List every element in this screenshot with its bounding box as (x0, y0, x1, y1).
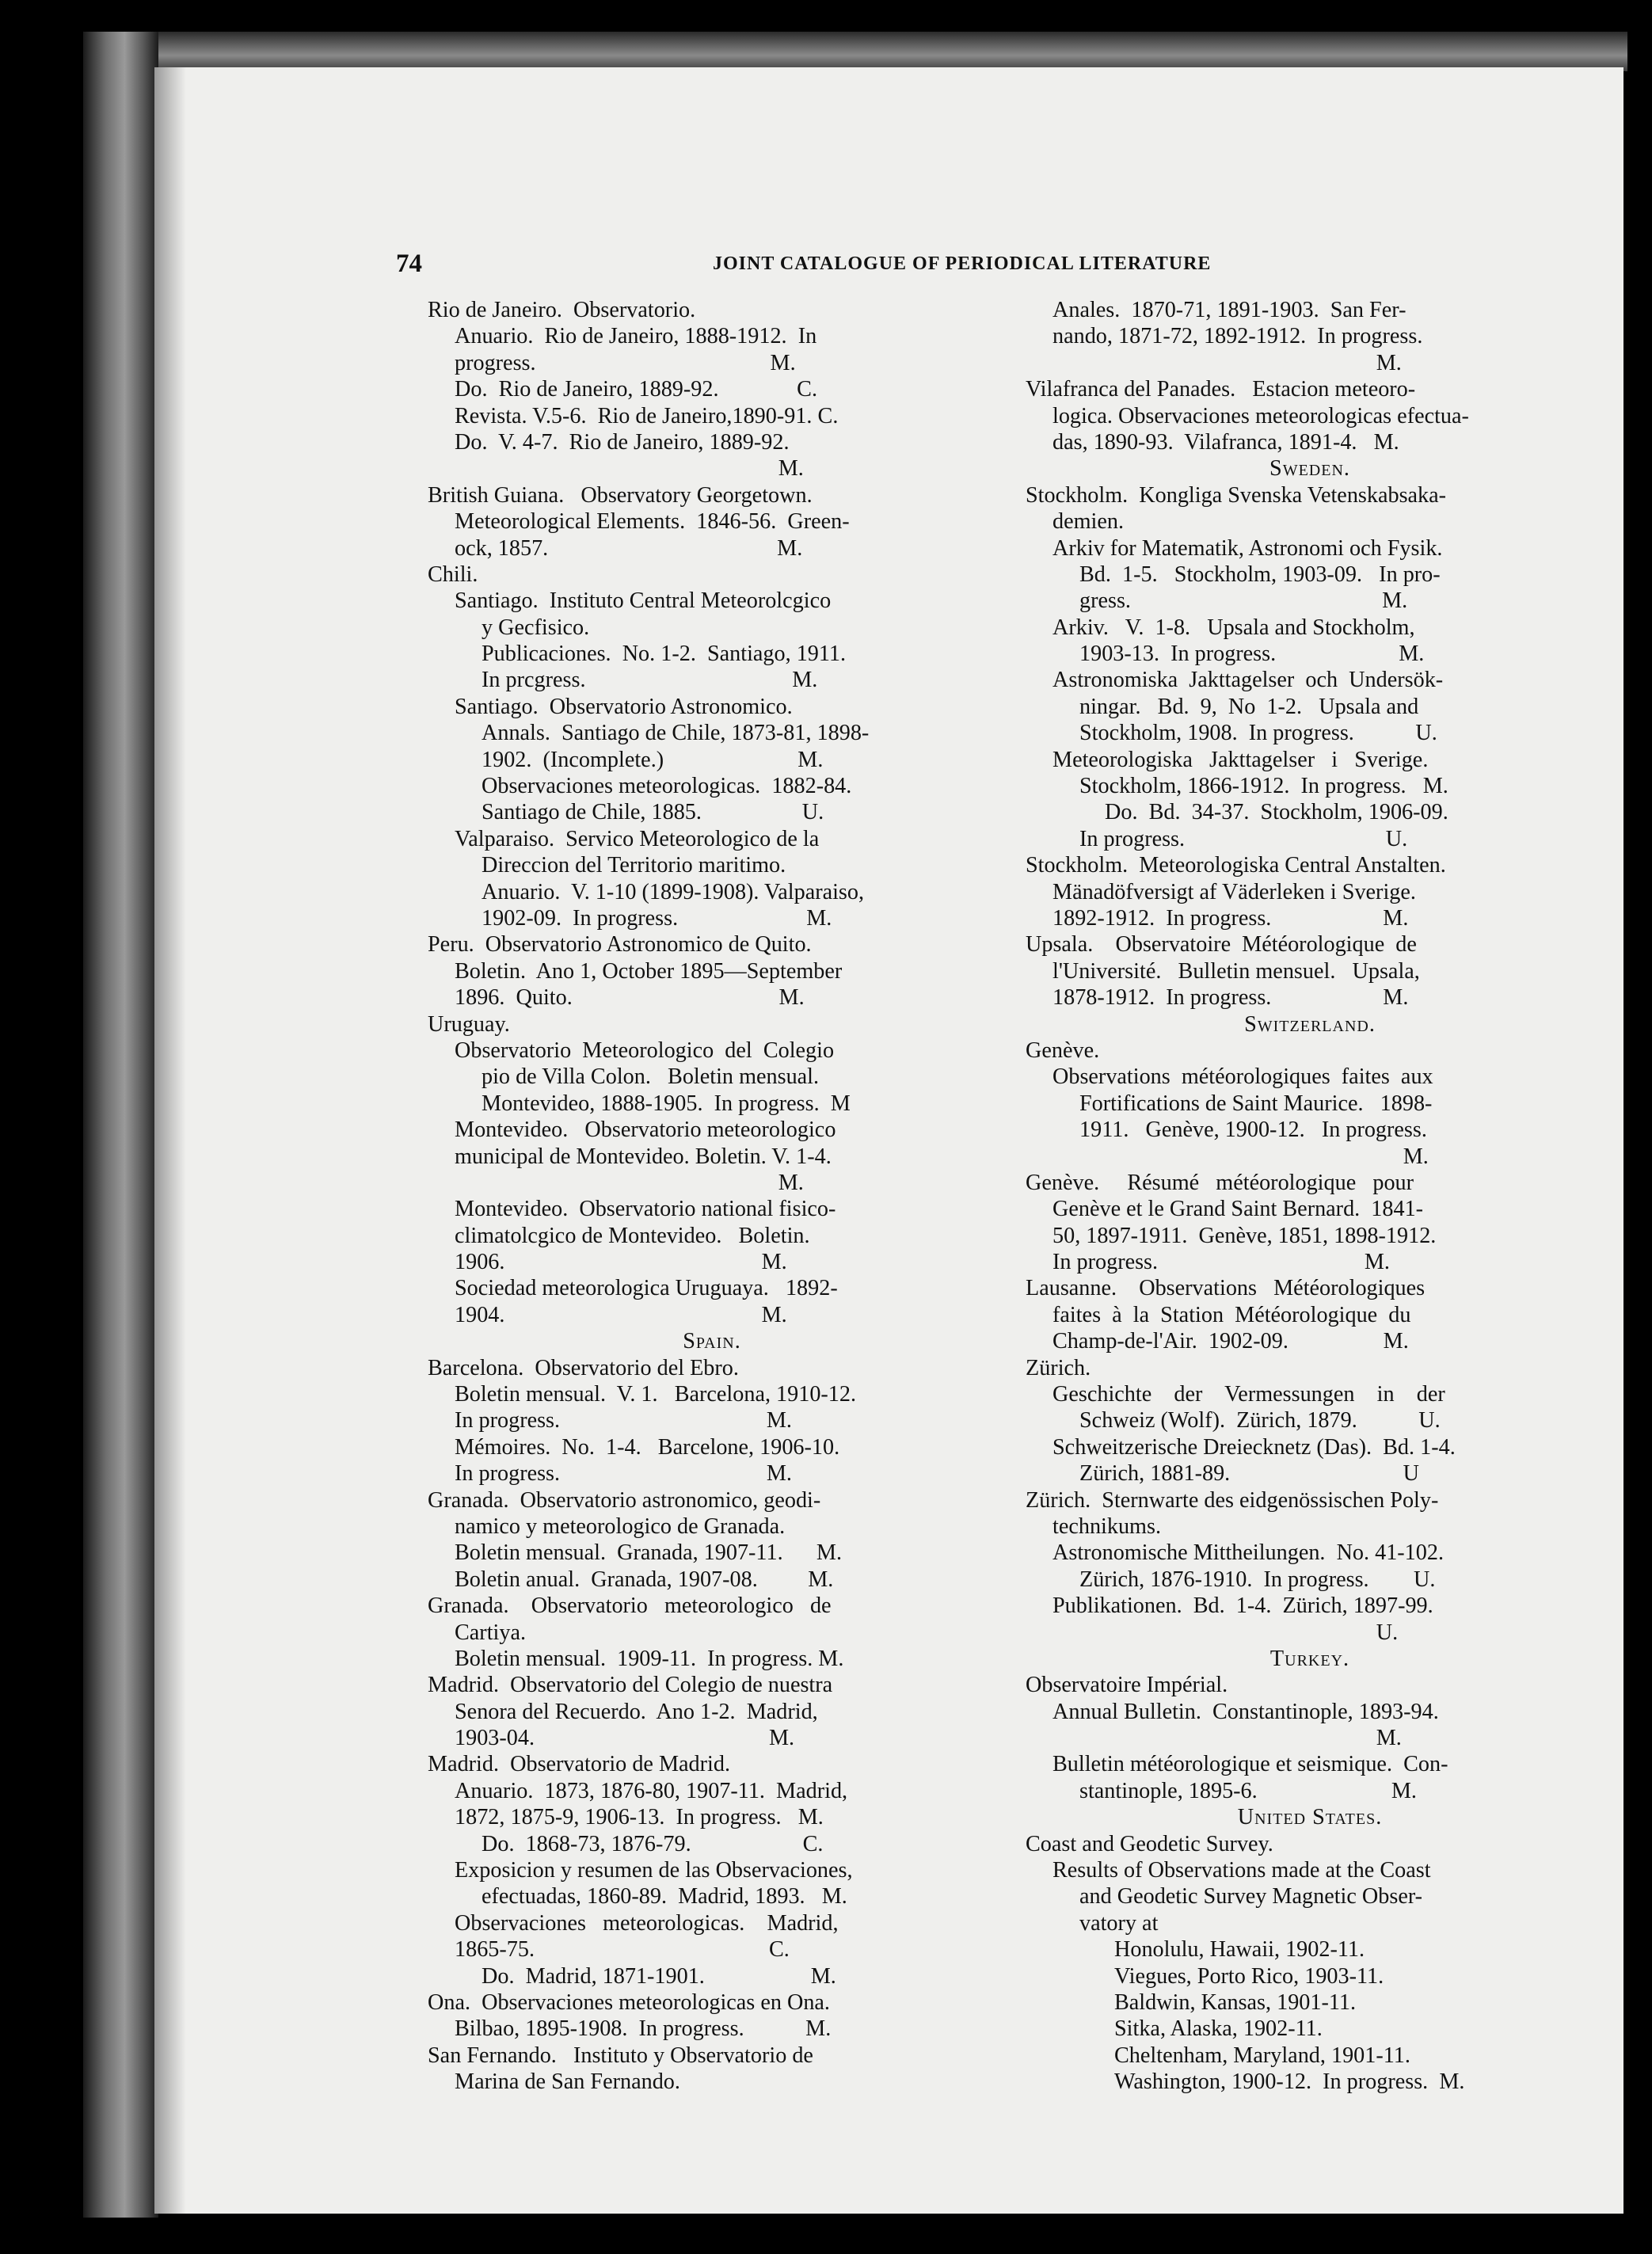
section-heading: Switzerland. (1244, 1011, 1376, 1037)
catalogue-line: Boletin anual. Granada, 1907-08. M. (455, 1567, 834, 1592)
catalogue-line: 1904. M. (455, 1302, 787, 1327)
catalogue-line: Bilbao, 1895-1908. In progress. M. (455, 2016, 832, 2042)
catalogue-line: Meteorologiska Jakttagelser i Sverige. (1052, 747, 1429, 772)
catalogue-line: M. (1052, 1726, 1402, 1751)
catalogue-line: 1878-1912. In progress. M. (1052, 985, 1409, 1011)
catalogue-line: Barcelona. Observatorio del Ebro. (428, 1355, 739, 1380)
catalogue-line: Santiago. Observatorio Astronomico. (455, 694, 793, 719)
catalogue-line: Genève. (1026, 1038, 1100, 1063)
catalogue-line: 1911. Genève, 1900-12. In progress. (1079, 1117, 1427, 1143)
catalogue-line: Sociedad meteorologica Uruguaya. 1892- (455, 1276, 838, 1301)
catalogue-line: Mémoires. No. 1-4. Barcelone, 1906-10. (455, 1434, 840, 1460)
catalogue-line: Do. 1868-73, 1876-79. C. (482, 1831, 824, 1856)
catalogue-line: Do. V. 4-7. Rio de Janeiro, 1889-92. (455, 429, 790, 455)
catalogue-line: progress. M. (455, 350, 796, 375)
catalogue-line: Observaciones meteorologicas. Madrid, (455, 1910, 839, 1936)
catalogue-line: Annals. Santiago de Chile, 1873-81, 1898- (482, 721, 870, 746)
catalogue-line: M. (1079, 1144, 1429, 1169)
catalogue-line: Boletin mensual. 1909-11. In progress. M. (455, 1646, 844, 1671)
catalogue-line: In progress. U. (1079, 826, 1408, 851)
catalogue-line: Bd. 1-5. Stockholm, 1903-09. In pro- (1079, 562, 1441, 587)
catalogue-line: and Geodetic Survey Magnetic Obser- (1079, 1884, 1423, 1909)
catalogue-line: Stockholm. Meteorologiska Central Anstalten. (1026, 853, 1446, 878)
catalogue-line: Uruguay. (428, 1011, 510, 1037)
catalogue-line: Anuario. 1873, 1876-80, 1907-11. Madrid, (455, 1778, 848, 1803)
catalogue-line: Schweiz (Wolf). Zürich, 1879. U. (1079, 1408, 1441, 1433)
catalogue-line: Observations météorologiques faites aux (1052, 1064, 1433, 1090)
book-cover-edge (83, 32, 1627, 71)
catalogue-line: Granada. Observatorio meteorologico de (428, 1593, 832, 1619)
catalogue-line: 50, 1897-1911. Genève, 1851, 1898-1912. (1052, 1223, 1437, 1248)
catalogue-line: Do. Madrid, 1871-1901. M. (482, 1963, 836, 1989)
catalogue-line: Upsala. Observatoire Météorologique de (1026, 932, 1417, 958)
catalogue-line: Results of Observations made at the Coast (1052, 1858, 1431, 1883)
section-heading: Sweden. (1269, 456, 1350, 482)
catalogue-line: pio de Villa Colon. Boletin mensual. (482, 1064, 820, 1090)
catalogue-line: Marina de San Fernando. (455, 2069, 680, 2095)
catalogue-line: namico y meteorologico de Granada. (455, 1513, 786, 1539)
catalogue-line: Do. Bd. 34-37. Stockholm, 1906-09. (1105, 800, 1448, 825)
catalogue-line: Coast and Geodetic Survey. (1026, 1831, 1273, 1856)
catalogue-line: Valparaiso. Servico Meteorologico de la (455, 826, 820, 851)
catalogue-line: Montevideo. Observatorio meteorologico (455, 1117, 836, 1143)
catalogue-line: Chili. (428, 562, 478, 587)
catalogue-line: Observaciones meteorologicas. 1882-84. (482, 774, 852, 799)
catalogue-line: Do. Rio de Janeiro, 1889-92. C. (455, 377, 818, 402)
catalogue-line: Santiago de Chile, 1885. U. (482, 800, 824, 825)
catalogue-line: British Guiana. Observatory Georgetown. (428, 482, 813, 508)
catalogue-line: Observatoire Impérial. (1026, 1673, 1228, 1698)
catalogue-line: Madrid. Observatorio del Colegio de nuestra (428, 1673, 833, 1698)
catalogue-line: Boletin. Ano 1, October 1895—September (455, 958, 843, 984)
catalogue-line: U. (1052, 1620, 1399, 1645)
catalogue-line: Ona. Observaciones meteorologicas en Ona. (428, 1990, 830, 2015)
catalogue-line: l'Université. Bulletin mensuel. Upsala, (1052, 958, 1420, 984)
catalogue-line: 1872, 1875-9, 1906-13. In progress. M. (455, 1805, 824, 1830)
catalogue-line: Zürich, 1881-89. U (1079, 1461, 1420, 1487)
catalogue-line: 1906. M. (455, 1250, 787, 1275)
book-spine (83, 32, 158, 2218)
catalogue-line: Honolulu, Hawaii, 1902-11. (1114, 1937, 1365, 1963)
catalogue-line: Astronomische Mittheilungen. No. 41-102. (1052, 1540, 1445, 1566)
catalogue-line: Arkiv for Matematik, Astronomi och Fysik. (1052, 535, 1443, 561)
catalogue-line: In progress. M. (455, 1461, 792, 1487)
catalogue-line: M. (455, 456, 804, 482)
catalogue-line: Boletin mensual. V. 1. Barcelona, 1910-12. (455, 1382, 857, 1407)
catalogue-line: 1902. (Incomplete.) M. (482, 747, 824, 772)
page-gutter-shadow (154, 67, 186, 2214)
catalogue-line: demien. (1052, 509, 1125, 535)
catalogue-line: Montevideo. Observatorio national fisico- (455, 1197, 836, 1222)
catalogue-line: In progress. M. (1052, 1250, 1390, 1275)
catalogue-line: M. (1052, 350, 1402, 375)
catalogue-line: Zürich. Sternwarte des eidgenössischen Poly- (1026, 1487, 1439, 1513)
running-title: JOINT CATALOGUE OF PERIODICAL LITERATURE (713, 253, 1212, 274)
catalogue-line: faites à la Station Météorologique du (1052, 1302, 1411, 1327)
catalogue-line: Annual Bulletin. Constantinople, 1893-94. (1052, 1699, 1439, 1724)
catalogue-line: 1902-09. In progress. M. (482, 905, 832, 931)
section-heading: Turkey. (1269, 1646, 1350, 1671)
catalogue-line: In progress. M. (455, 1408, 792, 1433)
catalogue-line: Genève. Résumé météorologique pour (1026, 1170, 1414, 1195)
catalogue-line: Rio de Janeiro. Observatorio. (428, 298, 696, 322)
catalogue-line: climatolcgico de Montevideo. Boletin. (455, 1223, 810, 1248)
catalogue-line: Bulletin météorologique et seismique. Con- (1052, 1752, 1448, 1777)
catalogue-line: Montevideo, 1888-1905. In progress. M (482, 1091, 851, 1116)
catalogue-line: technikums. (1052, 1513, 1162, 1539)
right-column (1026, 297, 1594, 2096)
catalogue-line: efectuadas, 1860-89. Madrid, 1893. M. (482, 1884, 847, 1909)
catalogue-line: Publikationen. Bd. 1-4. Zürich, 1897-99. (1052, 1593, 1433, 1619)
catalogue-line: Washington, 1900-12. In progress. M. (1114, 2069, 1465, 2095)
catalogue-line: 1903-04. M. (455, 1726, 795, 1751)
catalogue-line: Schweitzerische Dreiecknetz (Das). Bd. 1-4. (1052, 1434, 1456, 1460)
catalogue-line: Zürich. (1026, 1355, 1091, 1380)
catalogue-line: Astronomiska Jakttagelser och Undersök- (1052, 668, 1444, 693)
catalogue-line: Sitka, Alaska, 1902-11. (1114, 2016, 1323, 2042)
catalogue-line: Anales. 1870-71, 1891-1903. San Fer- (1052, 298, 1406, 322)
catalogue-line: Stockholm, 1866-1912. In progress. M. (1079, 774, 1448, 799)
catalogue-line: Viegues, Porto Rico, 1903-11. (1114, 1963, 1384, 1989)
catalogue-line: Peru. Observatorio Astronomico de Quito. (428, 932, 812, 958)
section-heading: United States. (1237, 1805, 1383, 1830)
catalogue-line: Champ-de-l'Air. 1902-09. M. (1052, 1329, 1409, 1354)
catalogue-line: Anuario. V. 1-10 (1899-1908). Valparaiso, (482, 879, 865, 904)
catalogue-line: Santiago. Instituto Central Meteorolcgico (455, 588, 832, 614)
catalogue-line: Cartiya. (455, 1620, 527, 1645)
catalogue-line: Cheltenham, Maryland, 1901-11. (1114, 2043, 1410, 2068)
catalogue-line: ningar. Bd. 9, No 1-2. Upsala and (1079, 694, 1419, 719)
catalogue-line: logica. Observaciones meteorologicas efectua- (1052, 403, 1469, 428)
catalogue-line: nando, 1871-72, 1892-1912. In progress. (1052, 324, 1423, 349)
catalogue-line: Senora del Recuerdo. Ano 1-2. Madrid, (455, 1699, 818, 1724)
catalogue-line: stantinople, 1895-6. M. (1079, 1778, 1417, 1803)
catalogue-line: Geschichte der Vermessungen in der (1052, 1382, 1445, 1407)
catalogue-line: Vilafranca del Panades. Estacion meteoro- (1026, 377, 1416, 402)
catalogue-line: Baldwin, Kansas, 1901-11. (1114, 1990, 1357, 2015)
catalogue-line: Genève et le Grand Saint Bernard. 1841- (1052, 1197, 1424, 1222)
catalogue-line: In prcgress. M. (482, 668, 818, 693)
catalogue-line: gress. M. (1079, 588, 1408, 614)
catalogue-line: municipal de Montevideo. Boletin. V. 1-4. (455, 1144, 832, 1169)
catalogue-line: Revista. V.5-6. Rio de Janeiro,1890-91. C. (455, 403, 839, 428)
catalogue-line: Anuario. Rio de Janeiro, 1888-1912. In (455, 324, 817, 349)
catalogue-line: Mänadöfversigt af Väderleken i Sverige. (1052, 879, 1416, 904)
catalogue-line: Exposicion y resumen de las Observaciones, (455, 1858, 853, 1883)
catalogue-line: Meteorological Elements. 1846-56. Green- (455, 509, 850, 535)
catalogue-line: Zürich, 1876-1910. In progress. U. (1079, 1567, 1436, 1592)
section-heading: Spain. (683, 1329, 741, 1354)
catalogue-line: Arkiv. V. 1-8. Upsala and Stockholm, (1052, 615, 1415, 640)
catalogue-line: das, 1890-93. Vilafranca, 1891-4. M. (1052, 429, 1399, 455)
catalogue-line: 1896. Quito. M. (455, 985, 805, 1011)
catalogue-line: Madrid. Observatorio de Madrid. (428, 1752, 731, 1777)
catalogue-line: y Gecfisico. (482, 615, 590, 640)
catalogue-line: Observatorio Meteorologico del Colegio (455, 1038, 835, 1063)
catalogue-line: Stockholm, 1908. In progress. U. (1079, 721, 1437, 746)
catalogue-line: Boletin mensual. Granada, 1907-11. M. (455, 1540, 843, 1566)
catalogue-line: Lausanne. Observations Météorologiques (1026, 1276, 1426, 1301)
catalogue-line: vatory at (1079, 1910, 1159, 1936)
catalogue-line: M. (455, 1170, 804, 1195)
page-header (396, 249, 1568, 281)
catalogue-line: Stockholm. Kongliga Svenska Vetenskabsaka- (1026, 482, 1447, 508)
catalogue-line: 1903-13. In progress. M. (1079, 642, 1425, 667)
left-column (428, 297, 996, 2096)
catalogue-line: 1865-75. C. (455, 1937, 790, 1963)
page-number: 74 (396, 249, 422, 278)
catalogue-line: ock, 1857. M. (455, 535, 803, 561)
catalogue-line: Direccion del Territorio maritimo. (482, 853, 786, 878)
catalogue-line: Publicaciones. No. 1-2. Santiago, 1911. (482, 642, 847, 667)
catalogue-line: 1892-1912. In progress. M. (1052, 905, 1409, 931)
catalogue-line: Granada. Observatorio astronomico, geodi- (428, 1487, 821, 1513)
catalogue-line: Fortifications de Saint Maurice. 1898- (1079, 1091, 1433, 1116)
catalogue-line: San Fernando. Instituto y Observatorio de (428, 2043, 813, 2068)
